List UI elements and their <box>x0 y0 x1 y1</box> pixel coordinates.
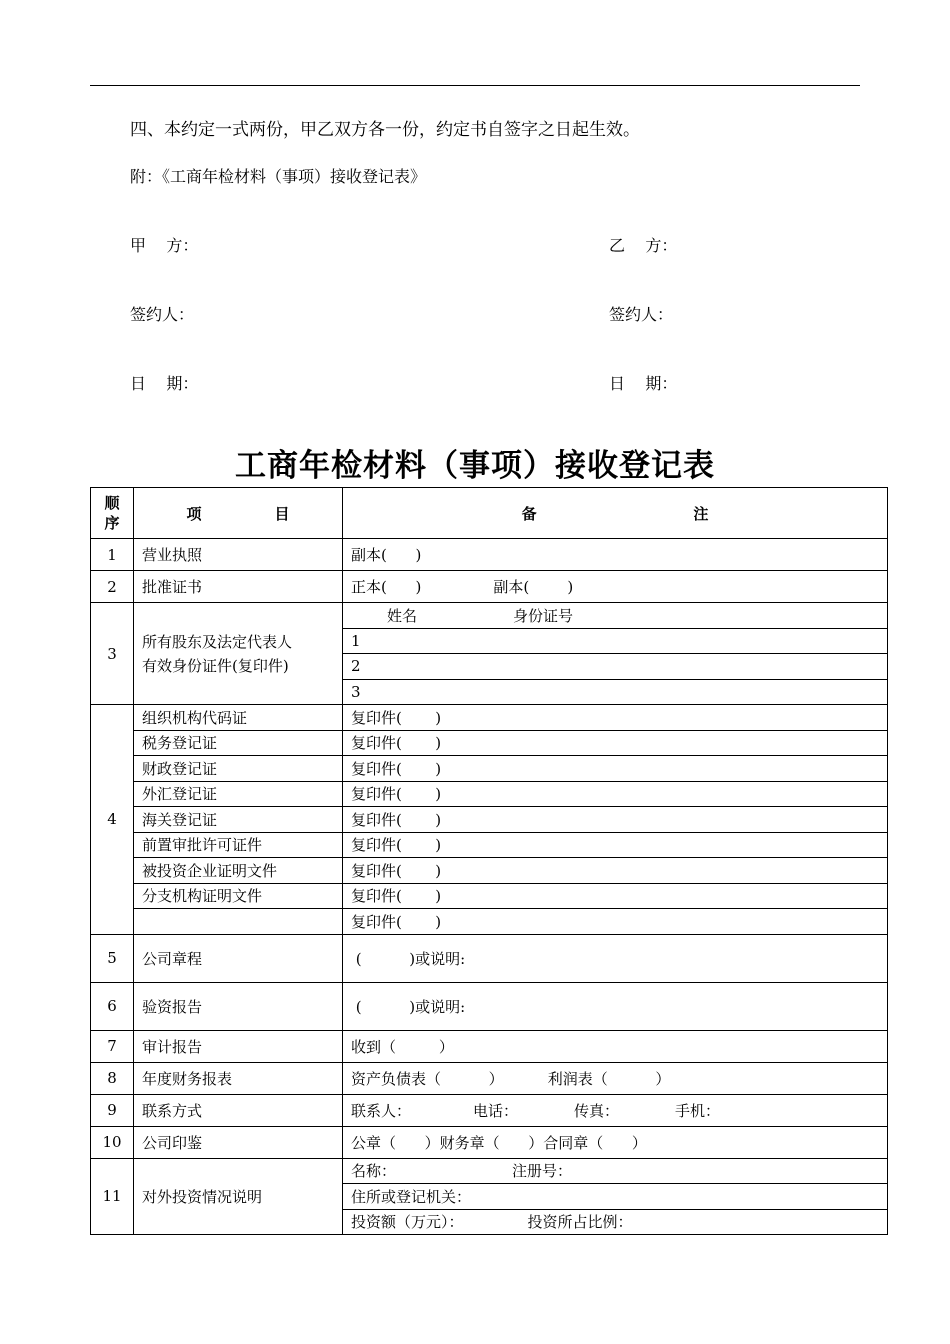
party-a-label: 甲 方： <box>130 236 199 255</box>
fax-label: 传真： <box>574 1101 620 1120</box>
row-item: 联系方式 <box>134 1094 343 1126</box>
table-row <box>91 603 888 629</box>
row-remark: 副本( ) <box>343 539 888 571</box>
row-remark: 公章（ ）财务章（ ）合同章（ ） <box>343 1126 888 1158</box>
table-row <box>91 1030 888 1062</box>
row-item: 年度财务报表 <box>134 1062 343 1094</box>
copy-remark: 复印件( ) <box>343 832 888 858</box>
investment-address-label: 住所或登记机关： <box>343 1184 888 1210</box>
table-row <box>91 1062 888 1094</box>
table-row <box>91 756 888 782</box>
table-row <box>91 539 888 571</box>
row-remark <box>343 1094 888 1126</box>
certificate-item: 海关登记证 <box>134 807 343 833</box>
header-remark: 备 注 <box>343 488 888 539</box>
mobile-label: 手机： <box>675 1101 721 1120</box>
investment-name-cell <box>343 1158 888 1184</box>
party-b-date-label: 日 期： <box>609 374 678 393</box>
certificate-item: 外汇登记证 <box>134 781 343 807</box>
duplicate-copy-text: 副本( ) <box>493 578 574 596</box>
table-row <box>91 705 888 731</box>
table-row <box>91 909 888 935</box>
id-line: 3 <box>343 679 888 705</box>
header-rule <box>90 85 860 86</box>
form-title: 工商年检材料（事项）接收登记表 <box>235 448 715 484</box>
row-no: 3 <box>91 603 134 705</box>
row-remark <box>343 1062 888 1094</box>
id-column-label: 身份证号 <box>513 606 574 625</box>
investee-name-label: 名称： <box>351 1162 397 1181</box>
certificate-item: 被投资企业证明文件 <box>134 858 343 884</box>
row-no: 7 <box>91 1030 134 1062</box>
copy-remark: 复印件( ) <box>343 909 888 935</box>
party-a-date-label: 日 期： <box>130 374 199 393</box>
row-no: 10 <box>91 1126 134 1158</box>
row-item: 批准证书 <box>134 571 343 603</box>
balance-sheet-text: 资产负债表（ ） <box>351 1069 504 1088</box>
clause-four: 四、本约定一式两份，甲乙双方各一份，约定书自签字之日起生效。 <box>130 120 640 140</box>
attachment-note: 附：《工商年检材料（事项）接收登记表》 <box>130 167 427 186</box>
row-item: 公司章程 <box>134 934 343 982</box>
row-item: 营业执照 <box>134 539 343 571</box>
registration-number-label: 注册号： <box>512 1162 573 1181</box>
row-no: 6 <box>91 982 134 1030</box>
table-row <box>91 571 888 603</box>
table-row <box>91 781 888 807</box>
copy-remark: 复印件( ) <box>343 883 888 909</box>
header-item: 项 目 <box>134 488 343 539</box>
copy-remark: 复印件( ) <box>343 807 888 833</box>
party-b-signer-label: 签约人： <box>609 305 674 324</box>
id-line: 1 <box>343 628 888 654</box>
phone-label: 电话： <box>473 1101 519 1120</box>
table-row <box>91 858 888 884</box>
row-no: 2 <box>91 571 134 603</box>
table-row <box>91 982 888 1030</box>
copy-remark: 复印件( ) <box>343 730 888 756</box>
certificate-item: 财政登记证 <box>134 756 343 782</box>
certificate-item: 前置审批许可证件 <box>134 832 343 858</box>
table-row <box>91 883 888 909</box>
row-no: 5 <box>91 934 134 982</box>
table-row <box>91 807 888 833</box>
table-row <box>91 934 888 982</box>
copy-remark: 复印件( ) <box>343 705 888 731</box>
copy-remark: 复印件( ) <box>343 858 888 884</box>
row-no: 8 <box>91 1062 134 1094</box>
row-item: 审计报告 <box>134 1030 343 1062</box>
row-no: 11 <box>91 1158 134 1235</box>
row-no: 1 <box>91 539 134 571</box>
row-remark: 收到（ ） <box>343 1030 888 1062</box>
registration-table <box>90 487 888 1235</box>
row-item: 公司印鉴 <box>134 1126 343 1158</box>
id-header-cell <box>343 603 888 629</box>
party-a-signer-label: 签约人： <box>130 305 195 324</box>
row-item: 所有股东及法定代表人 有效身份证件(复印件) <box>134 603 343 705</box>
investment-amount-cell <box>343 1209 888 1235</box>
original-copy-text: 正本( ) <box>351 578 422 596</box>
table-row <box>91 730 888 756</box>
certificate-item: 组织机构代码证 <box>134 705 343 731</box>
certificate-item: 税务登记证 <box>134 730 343 756</box>
party-b-label: 乙 方： <box>609 236 678 255</box>
table-row <box>91 1126 888 1158</box>
row-remark <box>343 571 888 603</box>
income-statement-text: 利润表（ ） <box>547 1069 671 1088</box>
row-item: 对外投资情况说明 <box>134 1158 343 1235</box>
certificate-item: 分支机构证明文件 <box>134 883 343 909</box>
table-row <box>91 1094 888 1126</box>
name-column-label: 姓名 <box>387 606 418 625</box>
row-remark: ( )或说明: <box>343 982 888 1030</box>
copy-remark: 复印件( ) <box>343 756 888 782</box>
row-no: 4 <box>91 705 134 935</box>
header-no: 顺 序 <box>91 488 134 539</box>
investment-ratio-label: 投资所占比例： <box>527 1213 633 1232</box>
table-row <box>91 832 888 858</box>
certificate-item <box>134 909 343 935</box>
investment-amount-label: 投资额（万元）： <box>351 1213 464 1232</box>
table-row <box>91 1158 888 1184</box>
table-header-row <box>91 488 888 539</box>
id-line: 2 <box>343 654 888 680</box>
row-remark: ( )或说明: <box>343 934 888 982</box>
copy-remark: 复印件( ) <box>343 781 888 807</box>
contact-person-label: 联系人： <box>351 1101 412 1120</box>
row-no: 9 <box>91 1094 134 1126</box>
row-item: 验资报告 <box>134 982 343 1030</box>
